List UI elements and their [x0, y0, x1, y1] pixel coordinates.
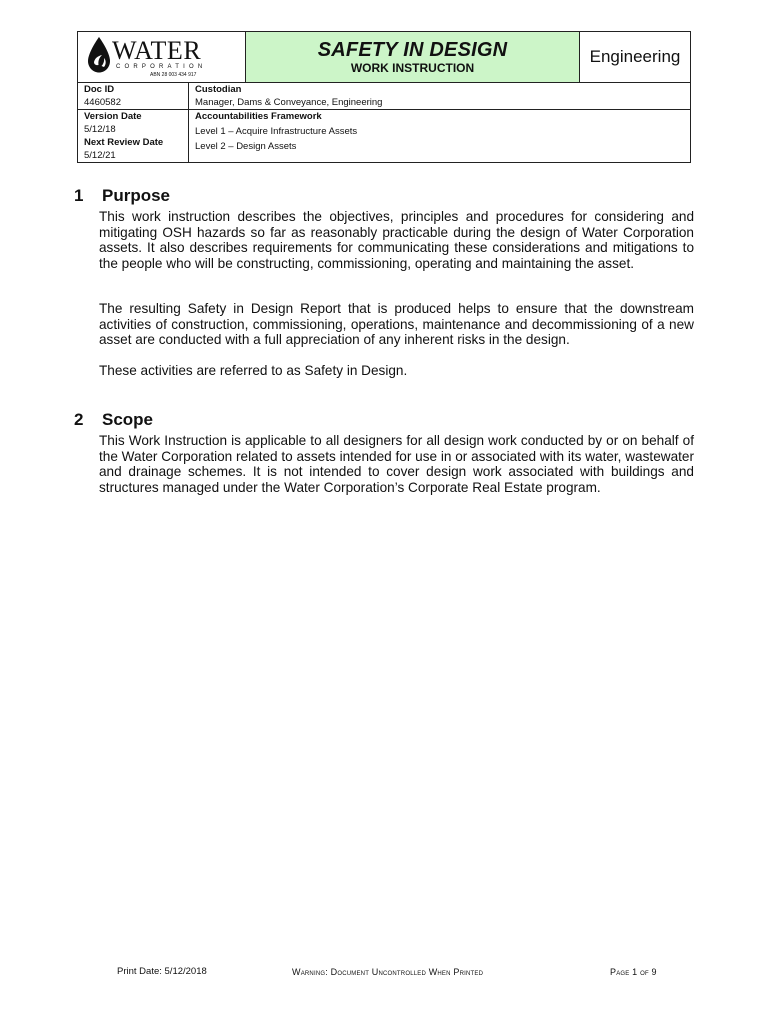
page-number: Page 1 of 9	[610, 967, 657, 977]
next-review-value: 5/12/21	[84, 150, 116, 161]
logo-wordmark: WATER	[112, 36, 202, 65]
category-label: Engineering	[589, 47, 681, 66]
uncontrolled-warning: Warning: Document Uncontrolled When Printed	[292, 967, 484, 977]
section-title: Purpose	[102, 186, 171, 205]
section-heading-purpose	[74, 186, 170, 206]
section-heading-scope	[74, 410, 153, 430]
custodian-label: Custodian	[195, 84, 242, 95]
framework-level-2: Level 2 – Design Assets	[195, 141, 297, 152]
logo-abn: ABN 28 003 434 917	[150, 72, 197, 78]
logo-subtext: CORPORATION	[116, 64, 207, 70]
document-title: SAFETY IN DESIGN	[317, 39, 508, 61]
document-header	[77, 31, 691, 163]
version-date-value: 5/12/18	[84, 124, 116, 135]
section-number: 2	[74, 410, 84, 429]
paragraph: These activities are referred to as Safety in Design.	[99, 363, 408, 378]
doc-id-label: Doc ID	[84, 84, 115, 95]
document-subtitle: WORK INSTRUCTION	[350, 61, 475, 75]
title-cell	[246, 32, 580, 82]
version-date-label: Version Date	[84, 111, 142, 122]
print-date: Print Date: 5/12/2018	[117, 966, 207, 977]
paragraph: This Work Instruction is applicable to all designers for all design work conducted by or on behalf of the Water Corporation related to assets intended for use in or associated with its water, wastewater and drainage schemes. It is not intended to cover design work associated with buildings and structures managed under the Water Corporation’s Corporate Real Estate program.	[99, 433, 694, 495]
paragraph: This work instruction describes the objectives, principles and procedures for considering and mitigating OSH hazards so far as reasonably practicable during the design of Water Corporation assets. It also describes requirements for communicating these considerations and mitigations to the people who will be constructing, commissioning, operating and maintaining the asset.	[99, 209, 694, 271]
custodian-value: Manager, Dams & Conveyance, Engineering	[195, 97, 383, 108]
document-metadata	[78, 83, 690, 162]
section-title: Scope	[102, 410, 154, 429]
framework-label: Accountabilities Framework	[195, 111, 322, 122]
framework-level-1: Level 1 – Acquire Infrastructure Assets	[195, 126, 358, 137]
paragraph: The resulting Safety in Design Report that is produced helps to ensure that the downstream activities of construction, commissioning, operations, maintenance and decommissioning of a new asset are conducted with a full appreciation of any inherent risks in the design.	[99, 301, 694, 348]
water-corporation-logo	[78, 32, 246, 82]
water-drop-icon	[86, 36, 112, 74]
doc-id-value: 4460582	[84, 97, 121, 108]
next-review-label: Next Review Date	[84, 137, 164, 148]
section-number: 1	[74, 186, 84, 205]
